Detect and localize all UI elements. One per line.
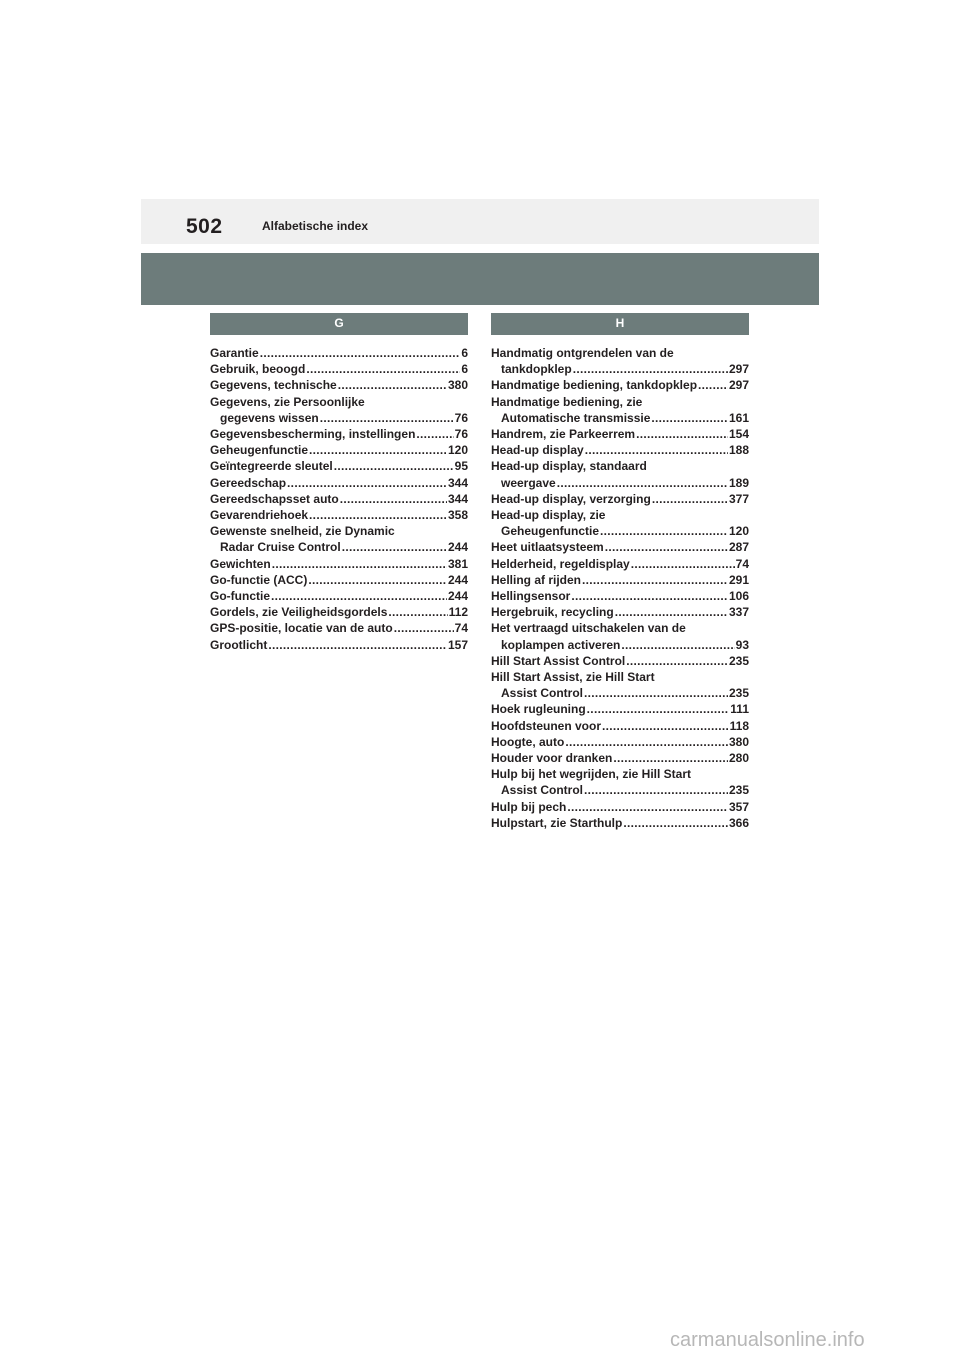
dot-leader bbox=[557, 475, 728, 491]
entry-text: Gordels, zie Veiligheidsgordels bbox=[210, 605, 388, 620]
entry-page-number: 106 bbox=[728, 589, 749, 604]
entry-page-number: 6 bbox=[461, 346, 468, 360]
entry-page-number: 344 bbox=[447, 475, 468, 490]
page-header bbox=[141, 199, 819, 244]
entry-text: Hulp bij het wegrijden, zie Hill Start bbox=[491, 767, 692, 782]
index-entry bbox=[491, 718, 749, 734]
dot-leader bbox=[309, 442, 447, 458]
index-entry bbox=[491, 685, 749, 701]
index-entry bbox=[210, 377, 468, 393]
entry-text: Gegevens, zie Persoonlijke bbox=[210, 394, 365, 409]
entry-page-number: 74 bbox=[735, 556, 749, 571]
entry-page-number: 118 bbox=[729, 718, 749, 733]
index-entry bbox=[210, 345, 468, 361]
entry-text: Heet uitlaatsysteem bbox=[491, 540, 604, 555]
index-entry bbox=[210, 507, 468, 523]
index-entry bbox=[491, 734, 749, 750]
dot-leader bbox=[615, 604, 728, 620]
entry-page-number: 280 bbox=[728, 751, 749, 766]
dot-leader bbox=[584, 782, 728, 798]
dot-leader bbox=[272, 556, 447, 572]
entry-page-number: 120 bbox=[447, 443, 468, 458]
index-entry bbox=[491, 361, 749, 377]
index-entry bbox=[210, 539, 468, 555]
entry-text: Gebruik, beoogd bbox=[210, 362, 306, 377]
index-entry bbox=[210, 361, 468, 377]
entry-page-number: 76 bbox=[454, 410, 468, 425]
entry-text: Het vertraagd uitschakelen van de bbox=[491, 621, 686, 636]
entry-page-number: 6 bbox=[461, 362, 468, 377]
watermark: carmanualsonline.info bbox=[670, 1329, 865, 1351]
entry-text: Hergebruik, recycling bbox=[491, 605, 614, 620]
index-entry bbox=[491, 491, 749, 507]
index-entry bbox=[210, 588, 468, 604]
entry-text: Hellingsensor bbox=[491, 589, 571, 604]
index-entry bbox=[491, 442, 749, 458]
index-entry bbox=[210, 410, 468, 426]
dot-leader bbox=[306, 361, 460, 377]
entry-page-number: 95 bbox=[454, 459, 468, 474]
index-entry bbox=[491, 572, 749, 588]
entry-text: Gevarendriehoek bbox=[210, 508, 309, 523]
entry-page-number: 120 bbox=[728, 524, 749, 539]
dot-leader bbox=[338, 377, 447, 393]
entry-page-number: 111 bbox=[730, 702, 749, 717]
page-number: 502 bbox=[186, 215, 223, 238]
entry-page-number: 154 bbox=[728, 427, 749, 442]
index-entry bbox=[491, 458, 749, 474]
dot-leader bbox=[651, 410, 728, 426]
entry-text: Handmatig ontgrendelen van de bbox=[491, 346, 674, 360]
entry-page-number: 157 bbox=[447, 637, 468, 652]
index-entry bbox=[491, 815, 749, 831]
entry-text: Handrem, zie Parkeerrem bbox=[491, 427, 636, 442]
entry-text: Head-up display, zie bbox=[491, 508, 606, 523]
dot-leader bbox=[565, 734, 728, 750]
index-entry bbox=[210, 394, 468, 410]
dot-leader bbox=[587, 701, 730, 717]
index-entry bbox=[210, 637, 468, 653]
dot-leader bbox=[268, 637, 447, 653]
index-column-h bbox=[491, 313, 749, 831]
index-entry bbox=[491, 766, 749, 782]
letter-heading-h: H bbox=[491, 313, 749, 335]
letter-heading-g: G bbox=[210, 313, 468, 335]
dot-leader bbox=[388, 604, 447, 620]
entry-text: Hulp bij pech bbox=[491, 799, 567, 814]
index-entry bbox=[491, 523, 749, 539]
entry-page-number: 366 bbox=[728, 815, 749, 830]
entry-page-number: 358 bbox=[447, 508, 468, 523]
entry-text: Head-up display, standaard bbox=[491, 459, 647, 474]
index-column-g bbox=[210, 313, 468, 653]
entry-text: koplampen activeren bbox=[501, 637, 621, 652]
entry-text: Go-functie (ACC) bbox=[210, 572, 308, 587]
dot-leader bbox=[613, 750, 728, 766]
entry-page-number: 235 bbox=[728, 686, 749, 701]
entry-text: Gereedschapsset auto bbox=[210, 491, 339, 506]
entry-list-h bbox=[491, 345, 749, 831]
index-entry bbox=[210, 572, 468, 588]
dot-leader bbox=[308, 572, 447, 588]
entry-text: GPS-positie, locatie van de auto bbox=[210, 621, 393, 636]
entry-page-number: 76 bbox=[454, 427, 468, 442]
index-entry bbox=[491, 394, 749, 410]
dot-leader bbox=[567, 799, 728, 815]
dot-leader bbox=[600, 523, 728, 539]
index-entry bbox=[491, 539, 749, 555]
entry-page-number: 188 bbox=[728, 443, 749, 458]
entry-text: Geïntegreerde sleutel bbox=[210, 459, 333, 474]
entry-text: Helling af rijden bbox=[491, 572, 582, 587]
dot-leader bbox=[287, 475, 447, 491]
entry-page-number: 380 bbox=[728, 734, 749, 749]
entry-text: Hulpstart, zie Starthulp bbox=[491, 815, 623, 830]
index-entry bbox=[210, 620, 468, 636]
entry-text: Hoofdsteunen voor bbox=[491, 718, 601, 733]
index-entry bbox=[491, 377, 749, 393]
entry-text: gegevens wissen bbox=[220, 410, 319, 425]
entry-page-number: 244 bbox=[447, 540, 468, 555]
entry-text: Radar Cruise Control bbox=[220, 540, 341, 555]
entry-text: Grootlicht bbox=[210, 637, 268, 652]
entry-text: Houder voor dranken bbox=[491, 751, 613, 766]
index-entry bbox=[491, 799, 749, 815]
entry-page-number: 244 bbox=[447, 589, 468, 604]
dot-leader bbox=[582, 572, 728, 588]
dot-leader bbox=[394, 620, 454, 636]
index-entry bbox=[491, 782, 749, 798]
index-entry bbox=[491, 345, 749, 361]
dot-leader bbox=[340, 491, 447, 507]
entry-text: Gewenste snelheid, zie Dynamic bbox=[210, 524, 395, 539]
dot-leader bbox=[698, 377, 728, 393]
dot-leader bbox=[320, 410, 454, 426]
index-entry bbox=[491, 604, 749, 620]
index-entry bbox=[491, 426, 749, 442]
entry-text: Hoogte, auto bbox=[491, 734, 565, 749]
index-entry bbox=[491, 653, 749, 669]
entry-text: Assist Control bbox=[501, 686, 584, 701]
entry-page-number: 74 bbox=[454, 621, 468, 636]
entry-text: Geheugenfunctie bbox=[501, 524, 600, 539]
index-entry bbox=[491, 750, 749, 766]
dot-leader bbox=[309, 507, 447, 523]
index-entry bbox=[491, 637, 749, 653]
index-entry bbox=[491, 669, 749, 685]
entry-text: Gegevensbescherming, instellingen bbox=[210, 427, 416, 442]
entry-list-g bbox=[210, 345, 468, 653]
index-entry bbox=[491, 620, 749, 636]
entry-text: tankdopklep bbox=[501, 362, 572, 377]
dot-leader bbox=[605, 539, 728, 555]
index-entry bbox=[491, 701, 749, 717]
entry-text: Gewichten bbox=[210, 556, 271, 571]
entry-page-number: 291 bbox=[728, 572, 749, 587]
section-title: Alfabetische index bbox=[262, 219, 369, 233]
entry-text: Head-up display bbox=[491, 443, 584, 458]
entry-text: Helderheid, regeldisplay bbox=[491, 556, 630, 571]
index-entry bbox=[210, 556, 468, 572]
entry-text: Hill Start Assist Control bbox=[491, 653, 626, 668]
index-entry bbox=[210, 458, 468, 474]
entry-page-number: 297 bbox=[728, 378, 749, 393]
entry-text: Head-up display, verzorging bbox=[491, 491, 651, 506]
entry-page-number: 244 bbox=[447, 572, 468, 587]
dot-leader bbox=[573, 361, 728, 377]
entry-text: Automatische transmissie bbox=[501, 410, 651, 425]
entry-text: Gegevens, technische bbox=[210, 378, 337, 393]
entry-page-number: 235 bbox=[728, 653, 749, 668]
dot-leader bbox=[260, 345, 461, 361]
entry-text: Hill Start Assist, zie Hill Start bbox=[491, 670, 655, 685]
dot-leader bbox=[334, 458, 454, 474]
entry-page-number: 287 bbox=[728, 540, 749, 555]
entry-page-number: 235 bbox=[728, 783, 749, 798]
dot-leader bbox=[271, 588, 447, 604]
entry-text: Go-functie bbox=[210, 589, 270, 604]
index-entry bbox=[491, 556, 749, 572]
entry-page-number: 93 bbox=[735, 637, 749, 652]
entry-text: Handmatige bediening, zie bbox=[491, 394, 643, 409]
entry-page-number: 377 bbox=[728, 491, 749, 506]
dot-leader bbox=[623, 815, 728, 831]
dot-leader bbox=[416, 426, 453, 442]
dot-leader bbox=[636, 426, 728, 442]
entry-text: weergave bbox=[501, 475, 556, 490]
index-entry bbox=[210, 442, 468, 458]
entry-page-number: 161 bbox=[728, 410, 749, 425]
entry-page-number: 380 bbox=[447, 378, 468, 393]
index-entry bbox=[210, 491, 468, 507]
dot-leader bbox=[602, 718, 729, 734]
entry-text: Handmatige bediening, tankdopklep bbox=[491, 378, 698, 393]
entry-page-number: 112 bbox=[448, 605, 468, 620]
index-entry bbox=[491, 507, 749, 523]
dot-leader bbox=[585, 442, 728, 458]
entry-page-number: 344 bbox=[447, 491, 468, 506]
entry-page-number: 297 bbox=[728, 362, 749, 377]
dot-leader bbox=[652, 491, 728, 507]
index-entry bbox=[210, 475, 468, 491]
entry-page-number: 189 bbox=[728, 475, 749, 490]
header-band bbox=[141, 253, 819, 305]
entry-text: Geheugenfunctie bbox=[210, 443, 309, 458]
index-entry bbox=[210, 523, 468, 539]
entry-page-number: 357 bbox=[728, 799, 749, 814]
entry-page-number: 381 bbox=[447, 556, 468, 571]
dot-leader bbox=[571, 588, 728, 604]
dot-leader bbox=[631, 556, 735, 572]
index-entry bbox=[210, 604, 468, 620]
index-entry bbox=[210, 426, 468, 442]
dot-leader bbox=[626, 653, 728, 669]
index-entry bbox=[491, 475, 749, 491]
index-entry bbox=[491, 588, 749, 604]
dot-leader bbox=[584, 685, 728, 701]
entry-page-number: 337 bbox=[728, 605, 749, 620]
index-entry bbox=[491, 410, 749, 426]
entry-text: Assist Control bbox=[501, 783, 584, 798]
entry-text: Gereedschap bbox=[210, 475, 287, 490]
dot-leader bbox=[621, 637, 734, 653]
dot-leader bbox=[342, 539, 447, 555]
entry-text: Garantie bbox=[210, 346, 259, 360]
entry-text: Hoek rugleuning bbox=[491, 702, 586, 717]
